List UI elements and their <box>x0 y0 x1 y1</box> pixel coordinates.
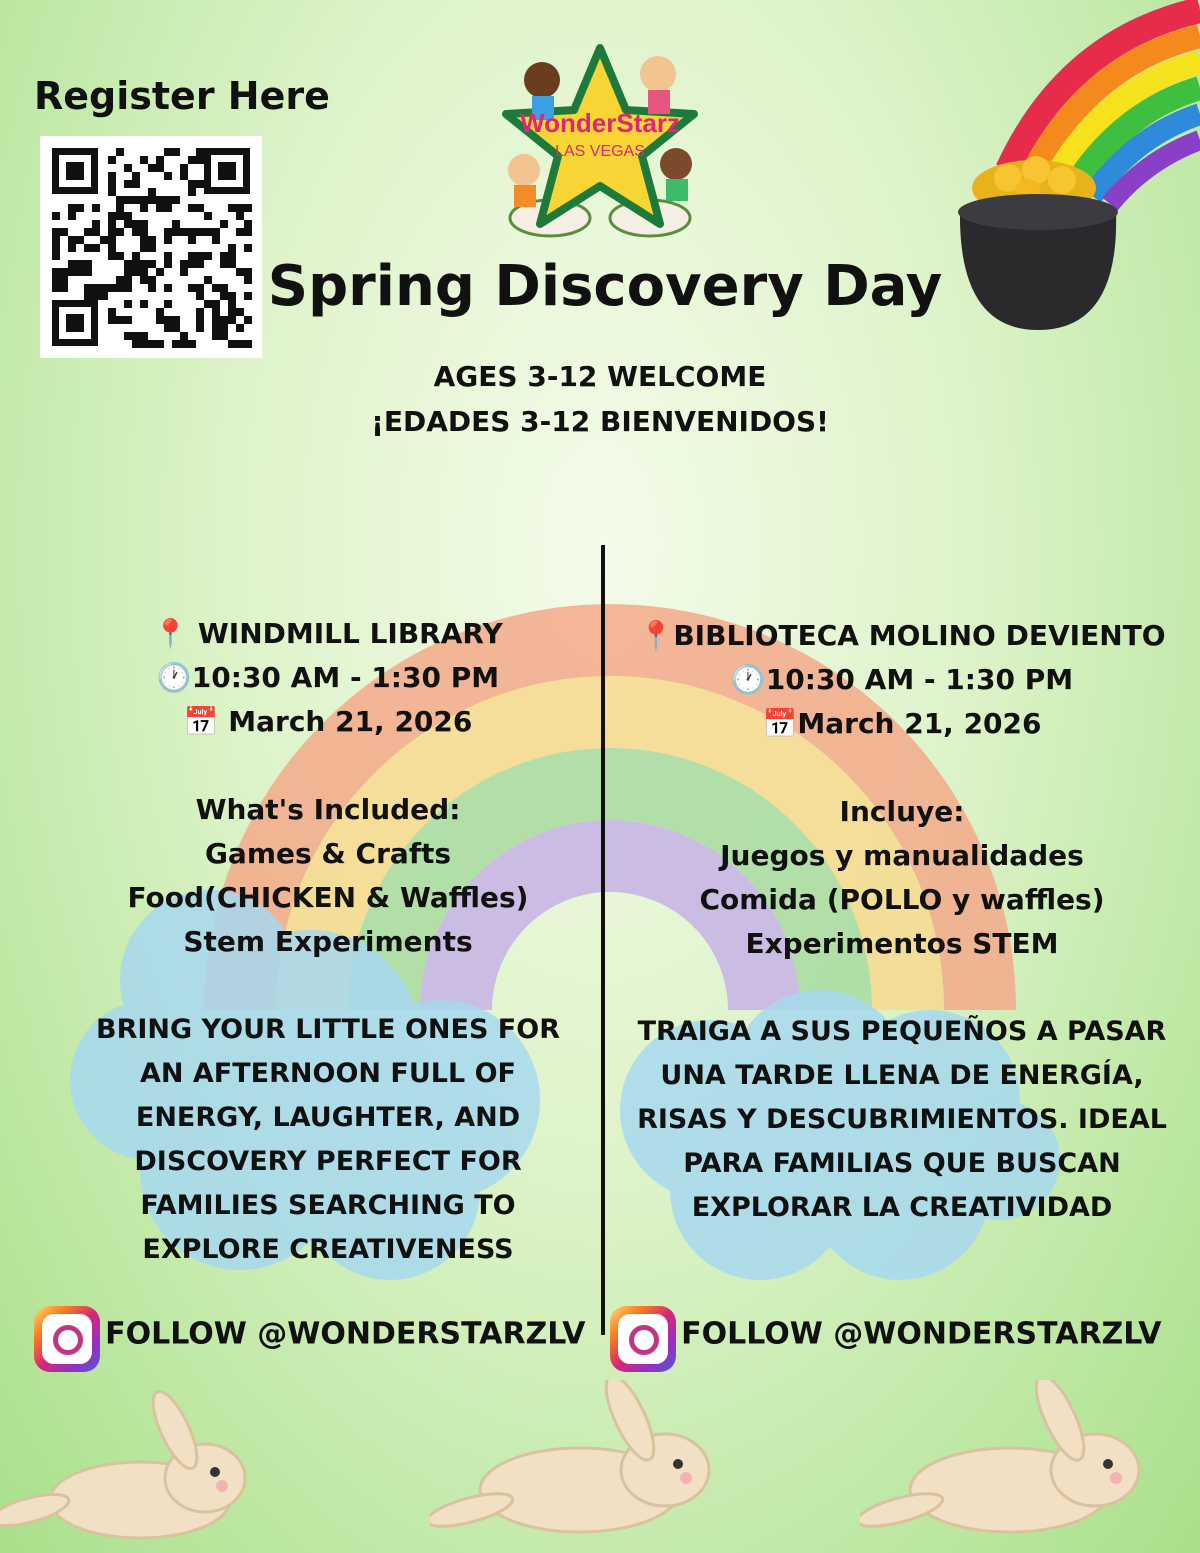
blurb-line: AN AFTERNOON FULL OF <box>140 1058 516 1089</box>
location-row <box>48 612 608 656</box>
included-item: Stem Experiments <box>183 925 473 958</box>
clock-icon: 🕐 <box>730 663 766 696</box>
wonderstarz-logo <box>490 40 710 250</box>
location-row <box>622 614 1182 658</box>
included-item: Games & Crafts <box>204 837 452 870</box>
time-text: 10:30 AM - 1:30 PM <box>765 663 1074 696</box>
included-item: Experimentos STEM <box>745 927 1059 960</box>
blurb-line: EXPLORAR LA CREATIVIDAD <box>691 1192 1113 1223</box>
clock-icon: 🕐 <box>156 661 192 694</box>
follow-handle-text[interactable]: FOLLOW @WONDERSTARZLV <box>105 1316 586 1352</box>
instagram-follow-left[interactable] <box>34 1306 586 1372</box>
blurb-line: RISAS Y DESCUBRIMIENTOS. IDEAL <box>637 1104 1167 1135</box>
blurb-line: DISCOVERY PERFECT FOR <box>134 1146 522 1177</box>
blurb-line: TRAIGA A SUS PEQUEÑOS A PASAR <box>637 1016 1167 1047</box>
bunny-illustration <box>430 1380 709 1533</box>
calendar-icon: 📅 <box>762 707 798 740</box>
date-text: March 21, 2026 <box>228 705 473 738</box>
pin-icon: 📍 <box>638 619 674 652</box>
registration-qr-code[interactable] <box>40 136 262 358</box>
date-row <box>622 702 1182 746</box>
follow-handle-text[interactable]: FOLLOW @WONDERSTARZLV <box>681 1316 1162 1352</box>
included-item: Food(CHICKEN & Waffles) <box>127 881 529 914</box>
blurb-line: EXPLORE CREATIVENESS <box>142 1234 514 1265</box>
included-header: What's Included: <box>195 793 461 826</box>
date-row <box>48 700 608 744</box>
blurb-line: PARA FAMILIAS QUE BUSCAN <box>683 1148 1121 1179</box>
included-header: Incluye: <box>839 795 965 828</box>
blurb-line: BRING YOUR LITTLE ONES FOR <box>95 1014 560 1045</box>
location-text: WINDMILL LIBRARY <box>197 617 503 650</box>
blurb-line: ENERGY, LAUGHTER, AND <box>135 1102 521 1133</box>
ages-spanish: ¡EDADES 3-12 BIENVENIDOS! <box>371 405 829 438</box>
spanish-column <box>622 614 1182 1230</box>
bunny-illustration <box>860 1380 1139 1533</box>
blurb-line: FAMILIES SEARCHING TO <box>140 1190 516 1221</box>
logo-brand-text: WonderStarz <box>520 108 680 138</box>
bunny-illustration <box>0 1390 250 1553</box>
instagram-icon[interactable] <box>34 1306 100 1372</box>
instagram-icon[interactable] <box>610 1306 676 1372</box>
logo-city-text: LAS VEGAS <box>555 143 645 160</box>
page-title: Spring Discovery Day <box>267 254 943 319</box>
register-heading: Register Here <box>34 74 330 118</box>
time-row <box>622 658 1182 702</box>
time-text: 10:30 AM - 1:30 PM <box>191 661 500 694</box>
ages-english: AGES 3-12 WELCOME <box>433 360 767 393</box>
blurb-line: UNA TARDE LLENA DE ENERGÍA, <box>660 1060 1144 1091</box>
instagram-follow-right[interactable] <box>610 1306 1162 1372</box>
rainbow-pot-of-gold-image <box>948 0 1200 340</box>
included-item: Juegos y manualidades <box>720 839 1084 872</box>
included-item: Comida (POLLO y waffles) <box>699 883 1105 916</box>
english-column <box>48 612 608 1272</box>
date-text: March 21, 2026 <box>797 707 1042 740</box>
location-text: BIBLIOTECA MOLINO DEVIENTO <box>673 619 1166 652</box>
pin-icon: 📍 <box>153 617 189 650</box>
calendar-icon: 📅 <box>183 705 219 738</box>
time-row <box>48 656 608 700</box>
